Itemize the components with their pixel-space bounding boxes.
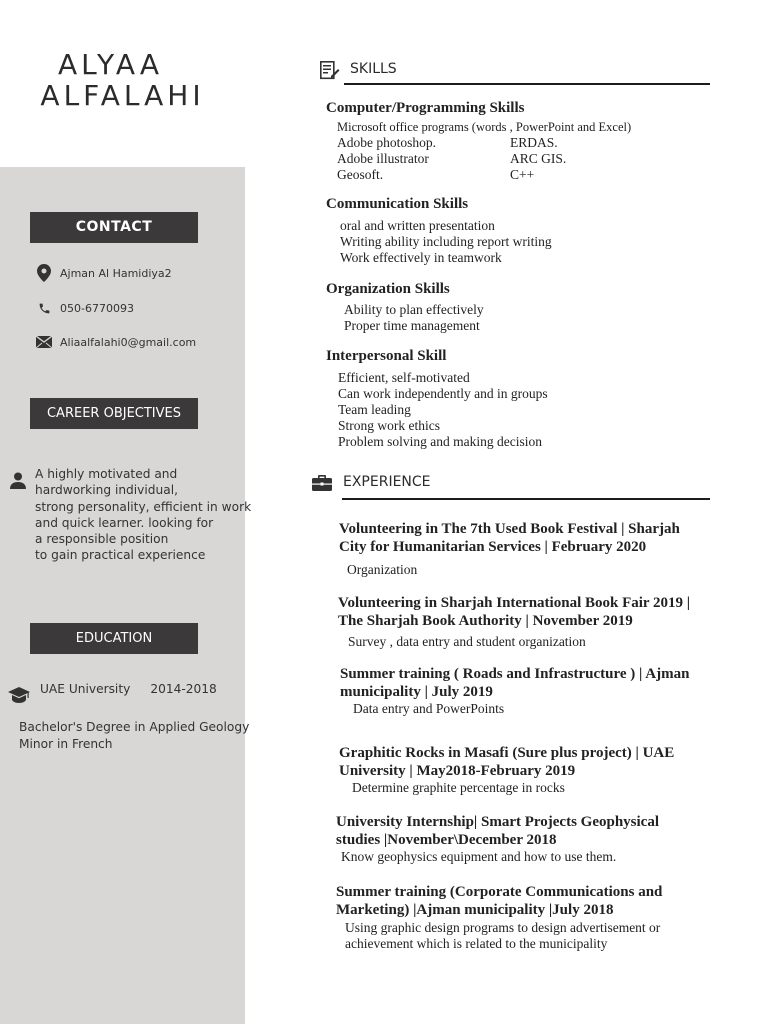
objective-line: to gain practical experience [35, 548, 206, 563]
experience-title-line: municipality | July 2019 [340, 683, 493, 700]
experience-title [336, 884, 662, 919]
email-text: Aliaalfalahi0@gmail.com [60, 335, 197, 349]
skill-item: C++ [510, 167, 535, 182]
objective-line: hardworking individual, [35, 483, 178, 498]
contact-phone [34, 298, 134, 318]
experience-title [339, 521, 680, 556]
skill-item: Proper time management [344, 318, 480, 333]
contact-email [34, 332, 196, 352]
experience-title-line: Summer training ( Roads and Infrastructure ) | Ajman [340, 666, 690, 682]
edit-document-icon [320, 61, 340, 80]
map-pin-icon [34, 264, 54, 282]
experience-description: Data entry and PowerPoints [353, 701, 505, 716]
experience-description: Organization [347, 562, 418, 577]
experience-title-line: University Internship| Smart Projects Geophysical [336, 814, 660, 830]
skill-item: Strong work ethics [338, 418, 440, 433]
experience-divider [342, 498, 710, 500]
last-name: ALFALAHI [40, 79, 205, 112]
skill-item: Adobe photoshop. [337, 135, 436, 150]
career-objectives-heading: CAREER OBJECTIVES [30, 398, 198, 429]
objective-line: a responsible position [35, 532, 169, 547]
experience-title-line: Summer training (Corporate Communications and [336, 884, 663, 900]
experience-title-line: City for Humanitarian Services | February 2020 [339, 538, 647, 555]
experience-description [345, 920, 660, 951]
experience-description-line: achievement which is related to the municipality [345, 935, 608, 951]
computer-skills-title: Computer/Programming Skills [326, 100, 525, 116]
skill-item: Geosoft. [337, 167, 384, 182]
experience-title [336, 814, 659, 849]
skills-heading: SKILLS [350, 61, 397, 77]
experience-heading: EXPERIENCE [343, 474, 431, 490]
phone-text: 050-6770093 [60, 301, 134, 315]
education-degree [19, 719, 249, 752]
minor-text: Minor in French [19, 736, 113, 751]
graduation-cap-icon [8, 687, 30, 704]
experience-description-line: Using graphic design programs to design advertisement or [345, 920, 661, 935]
skill-item: oral and written presentation [340, 218, 495, 233]
education-years: 2014-2018 [150, 682, 217, 696]
skill-item: Ability to plan effectively [344, 302, 484, 317]
experience-title [338, 595, 690, 630]
experience-title-line: The Sharjah Book Authority | November 2019 [338, 612, 633, 629]
experience-title-line: Marketing) |Ajman municipality |July 2018 [336, 901, 614, 918]
contact-heading: CONTACT [30, 212, 198, 243]
skill-item: Problem solving and making decision [338, 434, 542, 449]
skill-item: ERDAS. [510, 135, 558, 150]
skill-item: Writing ability including report writing [340, 234, 552, 249]
address-text: Ajman Al Hamidiya2 [60, 266, 172, 280]
objective-line: and quick learner. looking for [35, 515, 214, 530]
career-objective-text [35, 466, 252, 564]
experience-description: Know geophysics equipment and how to use them. [341, 849, 617, 864]
interpersonal-skill-title: Interpersonal Skill [326, 348, 447, 364]
first-name: ALYAA [57, 48, 164, 81]
briefcase-icon [312, 475, 332, 491]
education-row [40, 682, 217, 696]
experience-title-line: studies |November\December 2018 [336, 831, 557, 848]
computer-skills-intro: Microsoft office programs (words , PowerPoint and Excel) [337, 120, 632, 134]
objective-line: strong personality, efficient in work [35, 499, 252, 514]
experience-title [339, 745, 674, 780]
experience-title-line: Volunteering in Sharjah International Book Fair 2019 | [338, 595, 691, 611]
skill-item: Efficient, self-motivated [338, 370, 470, 385]
phone-icon [34, 302, 54, 315]
skill-item: ARC GIS. [510, 151, 567, 166]
person-icon [9, 472, 27, 489]
contact-address [34, 263, 172, 283]
skill-item: Adobe illustrator [337, 151, 429, 166]
skills-divider [344, 83, 710, 85]
experience-description: Determine graphite percentage in rocks [352, 780, 565, 795]
education-heading: EDUCATION [30, 623, 198, 654]
school-name: UAE University [40, 682, 131, 696]
communication-skills-title: Communication Skills [326, 196, 469, 212]
experience-title-line: Volunteering in The 7th Used Book Festival | Sharjah [339, 521, 680, 537]
skill-item: Team leading [338, 402, 411, 417]
experience-title-line: Graphitic Rocks in Masafi (Sure plus project) | UAE [339, 745, 675, 761]
experience-description: Survey , data entry and student organization [348, 634, 586, 649]
skill-item: Work effectively in teamwork [340, 250, 502, 265]
skill-item: Can work independently and in groups [338, 386, 548, 401]
experience-title-line: University | May2018-February 2019 [339, 762, 576, 779]
degree-text: Bachelor's Degree in Applied Geology [19, 720, 250, 734]
organization-skills-title: Organization Skills [326, 281, 450, 297]
experience-title [340, 666, 689, 701]
objective-line: A highly motivated and [35, 467, 178, 481]
envelope-icon [34, 336, 54, 348]
sidebar [0, 167, 252, 1024]
